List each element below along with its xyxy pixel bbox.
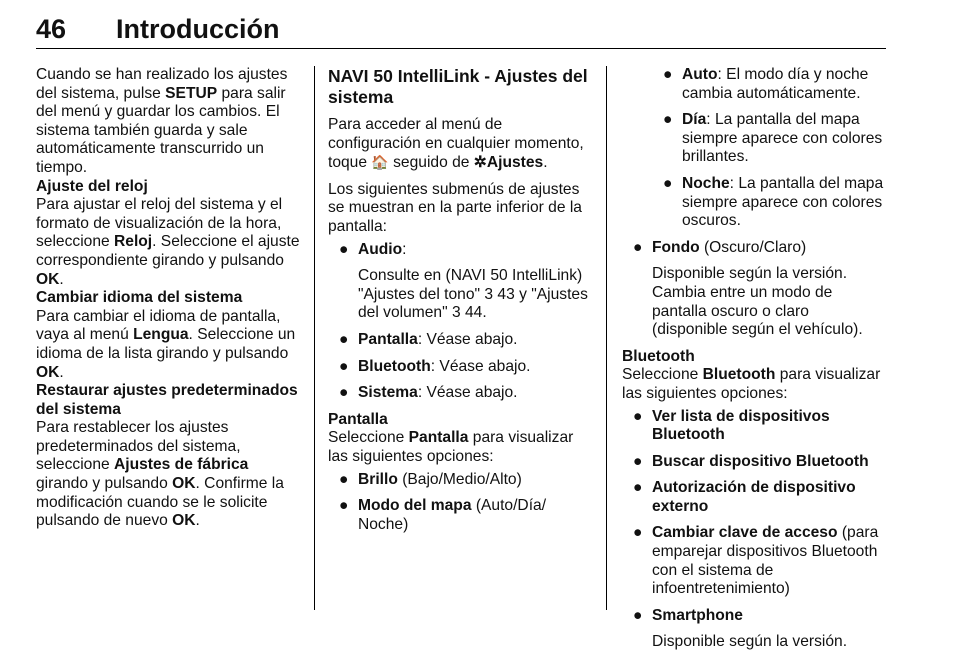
smartphone-note: Disponible según la versión. xyxy=(652,633,848,651)
column-right xyxy=(622,66,888,660)
access-paragraph: Para acceder al menú de configuración en cualquier momento, toque 🏠 seguido de ✲Ajustes. xyxy=(328,116,584,172)
list-item: ● Modo del mapa (Auto/Día/ Noche) xyxy=(339,497,547,533)
list-item: ● Audio: Consulte en (NAVI 50 IntelliLink) "Ajustes del tono" 3 43 y "Ajustes del volumen" 3 44. xyxy=(328,241,590,323)
bluetooth-heading: Bluetooth xyxy=(622,347,695,365)
list-item: ● Brillo (Bajo/Medio/Alto) xyxy=(339,470,522,488)
bullet-icon: ● xyxy=(663,66,673,83)
list-item: ● Cambiar clave de acceso (para emparejar dispositivos Bluetooth con el sistema de infoentretenimiento) xyxy=(633,524,879,598)
bullet-icon: ● xyxy=(339,470,349,488)
clock-paragraph: Para ajustar el reloj del sistema y el formato de visualización de la hora, seleccione Reloj. Seleccione el ajuste correspondiente girando y pulsando OK. xyxy=(36,196,300,288)
language-heading: Cambiar idioma del sistema xyxy=(36,289,243,307)
bullet-icon: ● xyxy=(663,174,673,192)
list-item: ● Buscar dispositivo Bluetooth xyxy=(633,452,869,470)
submenu-list xyxy=(328,241,590,403)
list-item: ● Día: La pantalla del mapa siempre aparece con colores brillantes. xyxy=(663,111,883,166)
list-item: ● Auto: El modo día y noche cambia automáticamente. xyxy=(663,66,869,102)
column-divider xyxy=(314,66,315,610)
language-paragraph: Para cambiar el idioma de pantalla, vaya al menú Lengua. Seleccione un idioma de la lista girando y pulsando OK. xyxy=(36,307,296,381)
bullet-icon: ● xyxy=(339,497,349,515)
bullet-icon: ● xyxy=(633,524,643,542)
settings-icon: ✲ xyxy=(473,154,487,172)
bullet-icon: ● xyxy=(633,238,643,256)
pantalla-list xyxy=(328,471,590,535)
fondo-note: Disponible según la versión. Cambia entre un modo de pantalla oscuro o claro (disponible según el vehículo). xyxy=(652,265,863,339)
map-mode-list xyxy=(622,66,888,340)
list-item: ● Noche: La pantalla del mapa siempre aparece con colores oscuros. xyxy=(663,174,884,230)
column-middle xyxy=(328,66,590,542)
bullet-icon: ● xyxy=(663,111,673,129)
page-ref-icon: 3 xyxy=(484,285,494,303)
bullet-icon: ● xyxy=(633,407,643,425)
submenus-paragraph: Los siguientes submenús de ajustes se muestran en la parte inferior de la pantalla: xyxy=(328,180,582,235)
bullet-icon: ● xyxy=(633,606,643,624)
pantalla-heading: Pantalla xyxy=(328,410,388,428)
audio-note: Consulte en (NAVI 50 IntelliLink) "Ajustes del tono" 3 43 y "Ajustes del volumen" 3 44. xyxy=(358,267,588,322)
bullet-icon: ● xyxy=(633,479,643,497)
column-divider xyxy=(606,66,607,610)
clock-heading: Ajuste del reloj xyxy=(36,177,148,195)
list-item: ● Smartphone Disponible según la versión. xyxy=(622,607,888,652)
list-item: ● Autorización de dispositivo externo xyxy=(633,479,856,515)
bullet-icon: ● xyxy=(633,452,643,470)
restore-heading: Restaurar ajustes predeterminados del sistema xyxy=(36,382,298,418)
page-ref-icon: 3 xyxy=(451,304,461,322)
list-item: ● Bluetooth: Véase abajo. xyxy=(339,357,531,375)
list-item: ● Fondo (Oscuro/Claro) Disponible según la versión. Cambia entre un modo de pantalla oscuro o claro (disponible según el vehículo). xyxy=(622,239,888,340)
intro-paragraph: Cuando se han realizado los ajustes del sistema, pulse SETUP para salir del menú y guardar los cambios. El sistema también guarda y sale automáticamente transcurrido un tiempo. xyxy=(36,66,288,176)
bullet-icon: ● xyxy=(339,330,349,348)
bluetooth-list xyxy=(622,408,888,653)
list-item: ● Sistema: Véase abajo. xyxy=(339,384,518,402)
section-heading: NAVI 50 IntelliLink - Ajustes del sistema xyxy=(328,66,588,107)
page-header xyxy=(36,10,886,49)
bluetooth-paragraph: Seleccione Bluetooth para visualizar las siguientes opciones: xyxy=(622,366,881,402)
bullet-icon: ● xyxy=(339,357,349,375)
home-icon: 🏠 xyxy=(371,154,389,171)
restore-paragraph: Para restablecer los ajustes predeterminados del sistema, seleccione Ajustes de fábrica girando y pulsando OK. Confirme la modificación cuando se le solicite pulsando de nuevo OK. xyxy=(36,419,284,530)
list-item: ● Pantalla: Véase abajo. xyxy=(339,330,518,348)
pantalla-paragraph: Seleccione Pantalla para visualizar las siguientes opciones: xyxy=(328,429,574,465)
page-number: 46 xyxy=(36,14,67,44)
bullet-icon: ● xyxy=(339,384,349,402)
bullet-icon: ● xyxy=(339,240,349,258)
page-title: Introducción xyxy=(116,14,280,44)
column-left xyxy=(36,66,304,531)
list-item: ● Ver lista de dispositivos Bluetooth xyxy=(633,407,830,444)
